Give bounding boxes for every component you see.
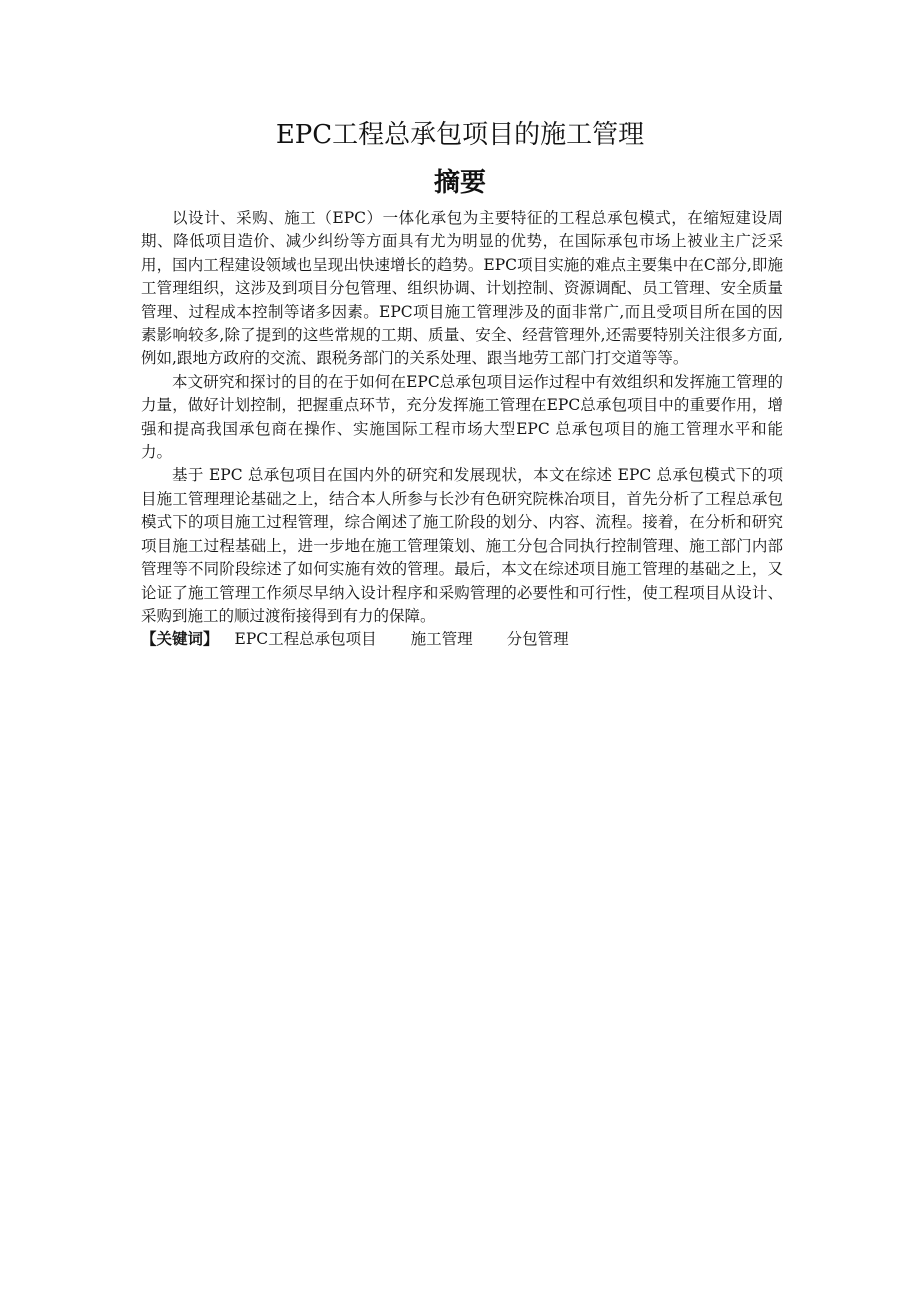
keyword-item: 分包管理 (506, 630, 569, 649)
abstract-paragraph: 本文研究和探讨的目的在于如何在EPC总承包项目运作过程中有效组织和发挥施工管理的力量，做好计划控制，把握重点环节，充分发挥施工管理在EPC总承包项目中的重要作用，增强和提高我国承包商在操作、实施国际工程市场大型EPC 总承包项目的施工管理水平和能力。 (141, 372, 783, 462)
abstract-paragraph: 以设计、采购、施工（EPC）一体化承包为主要特征的工程总承包模式，在缩短建设周期、降低项目造价、减少纠纷等方面具有尤为明显的优势，在国际承包市场上被业主广泛采用，国内工程建设领域也呈现出快速增长的趋势。EPC项目实施的难点主要集中在C部分,即施工管理组织，这涉及到项目分包管理、组织协调、计划控制、资源调配、员工管理、安全质量管理、过程成本控制等诸多因素。EPC项目施工管理涉及的面非常广,而且受项目所在国的因素影响较多,除了提到的这些常规的工期、质量、安全、经营管理外,还需要特别关注很多方面,例如,跟地方政府的交流、跟税务部门的关系处理、跟当地劳工部门打交道等等。 (141, 209, 783, 368)
abstract-body (141, 207, 783, 652)
document-title: EPC工程总承包项目的施工管理 (275, 120, 645, 150)
abstract-heading: 摘要 (433, 168, 486, 198)
keywords-label: 【关键词】 (141, 630, 219, 649)
keywords-line (141, 628, 783, 651)
abstract-paragraph: 基于 EPC 总承包项目在国内外的研究和发展现状，本文在综述 EPC 总承包模式下的项目施工管理理论基础之上，结合本人所参与长沙有色研究院株冶项目，首先分析了工程总承包模式下的项目施工过程管理，综合阐述了施工阶段的划分、内容、流程。接着，在分析和研究项目施工过程基础上，进一步地在施工管理策划、施工分包合同执行控制管理、施工部门内部管理等不同阶段综述了如何实施有效的管理。最后，本文在综述项目施工管理的基础之上，又论证了施工管理工作须尽早纳入设计程序和采购管理的必要性和可行性，使工程项目从设计、采购到施工的顺过渡衔接得到有力的保障。 (141, 466, 783, 625)
keyword-item: 施工管理 (410, 630, 473, 649)
keyword-item: EPC工程总承包项目 (234, 630, 377, 649)
